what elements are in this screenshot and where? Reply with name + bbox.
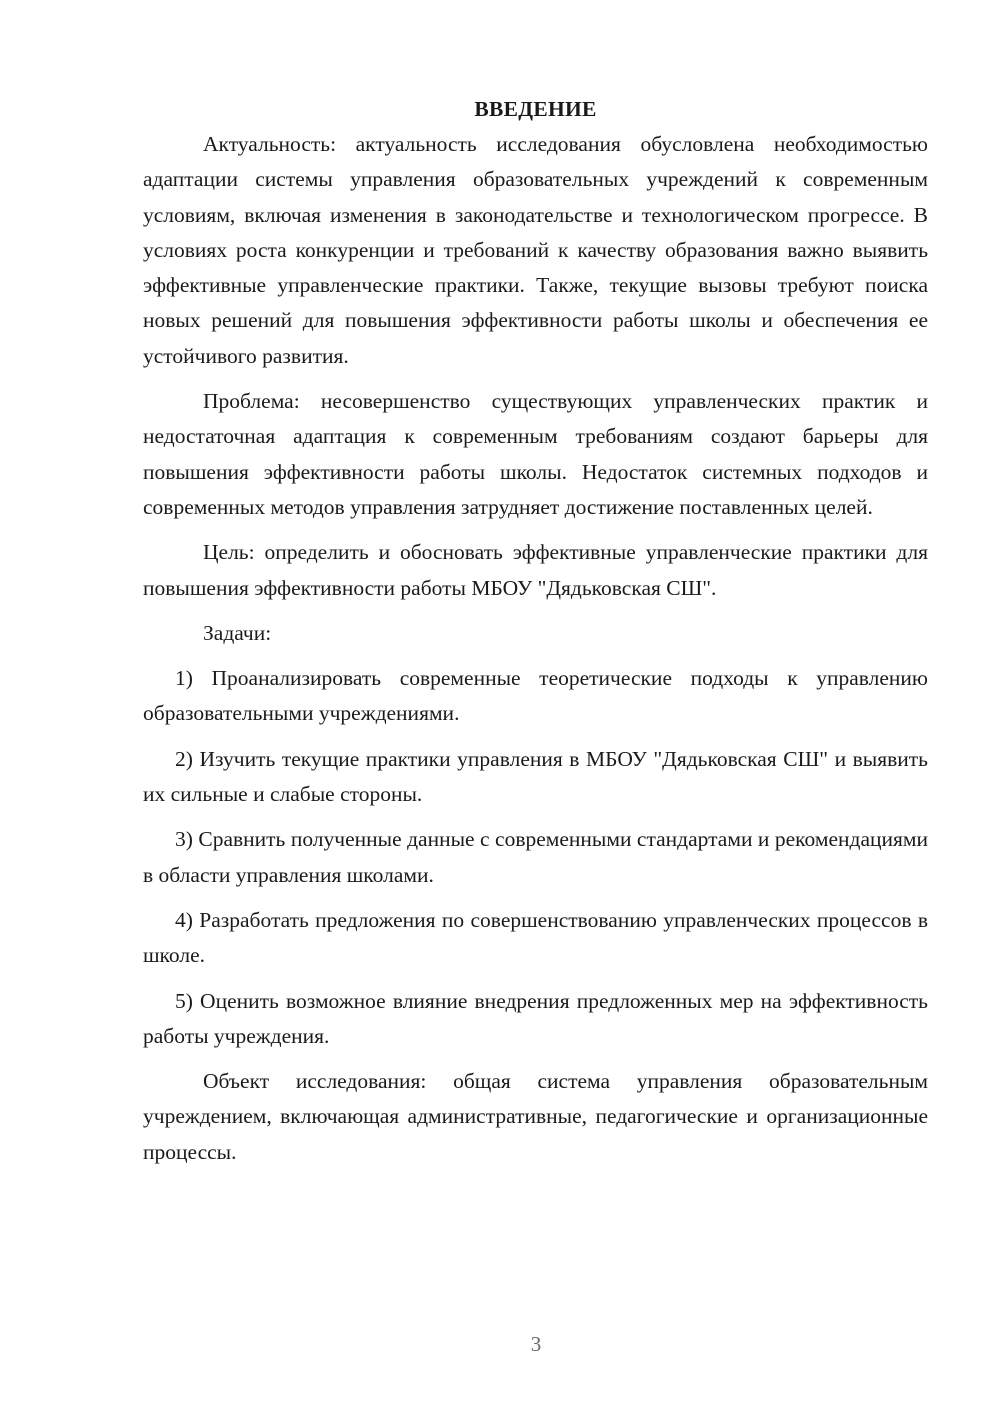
- task-item: 5) Оценить возможное влияние внедрения предложенных мер на эффективность работы учреждения.: [143, 988, 928, 1048]
- task-item: 1) Проанализировать современные теоретические подходы к управлению образовательными учреждениями.: [143, 666, 928, 726]
- task-item: 3) Сравнить полученные данные с современными стандартами и рекомендациями в области управления школами.: [143, 827, 928, 887]
- paragraph-object: Объект исследования: общая система управления образовательным учреждением, включающая административные, педагогические и организационные процессы.: [143, 1069, 928, 1164]
- task-item: 2) Изучить текущие практики управления в МБОУ "Дядьковская СШ" и выявить их сильные и слабые стороны.: [143, 746, 928, 807]
- paragraph-relevance: Актуальность: актуальность исследования обусловлена необходимостью адаптации системы управления образовательных учреждений к современным условиям, включая изменения в законодательстве и технологическом прогрессе. В условиях роста конкуренции и требований к качеству образования важно выявить эффективные управленческие практики. Также, текущие вызовы требуют поиска новых решений для повышения эффективности работы школы и обеспечения ее устойчивого развития.: [143, 132, 928, 368]
- tasks-label: Задачи:: [203, 620, 272, 645]
- page-content: [143, 92, 928, 1180]
- paragraph-goal: Цель: определить и обосновать эффективные управленческие практики для повышения эффективности работы МБОУ "Дядьковская СШ".: [143, 540, 928, 600]
- tasks-list: [143, 661, 928, 1054]
- section-title: ВВЕДЕНИЕ: [474, 97, 597, 121]
- page-number: 3: [530, 1332, 542, 1356]
- paragraph-problem: Проблема: несовершенство существующих управленческих практик и недостаточная адаптация к современным требованиям создают барьеры для повышения эффективности работы школы. Недостаток системных подходов и современных методов управления затрудняет достижение поставленных целей.: [143, 389, 928, 519]
- task-item: 4) Разработать предложения по совершенствованию управленческих процессов в школе.: [143, 907, 928, 968]
